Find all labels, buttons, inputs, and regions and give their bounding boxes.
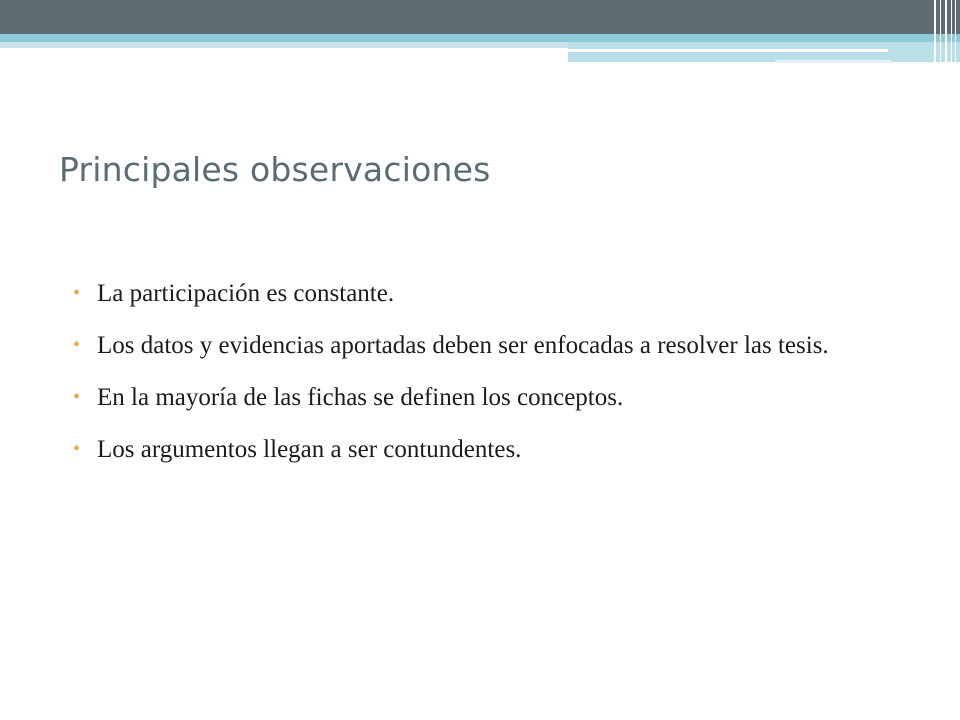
bullet-dot-icon: • <box>73 386 81 408</box>
bullet-dot-icon: • <box>73 334 81 356</box>
slide-title: Principales observaciones <box>59 150 491 189</box>
header-banner-teal <box>0 34 960 42</box>
bullet-dot-icon: • <box>73 438 81 460</box>
header-banner-dark <box>0 0 960 34</box>
bullet-dot-icon: • <box>73 282 81 304</box>
bullet-text: La participación es constante. <box>97 280 395 307</box>
bullet-item <box>70 332 906 359</box>
bullet-item <box>70 436 906 463</box>
header-banner-line-lower <box>775 60 891 63</box>
bullet-item <box>70 280 906 307</box>
bullet-text: En la mayoría de las fichas se definen los conceptos. <box>97 384 624 411</box>
header-edge-lines <box>930 0 960 64</box>
bullet-text: Los datos y evidencias aportadas deben ser enfocadas a resolver las tesis. <box>97 332 829 359</box>
bullet-item <box>70 384 906 411</box>
bullet-list <box>70 280 906 488</box>
header-banner-line <box>568 49 888 52</box>
header-banner-step <box>568 42 960 62</box>
bullet-text: Los argumentos llegan a ser contundentes. <box>97 436 522 463</box>
